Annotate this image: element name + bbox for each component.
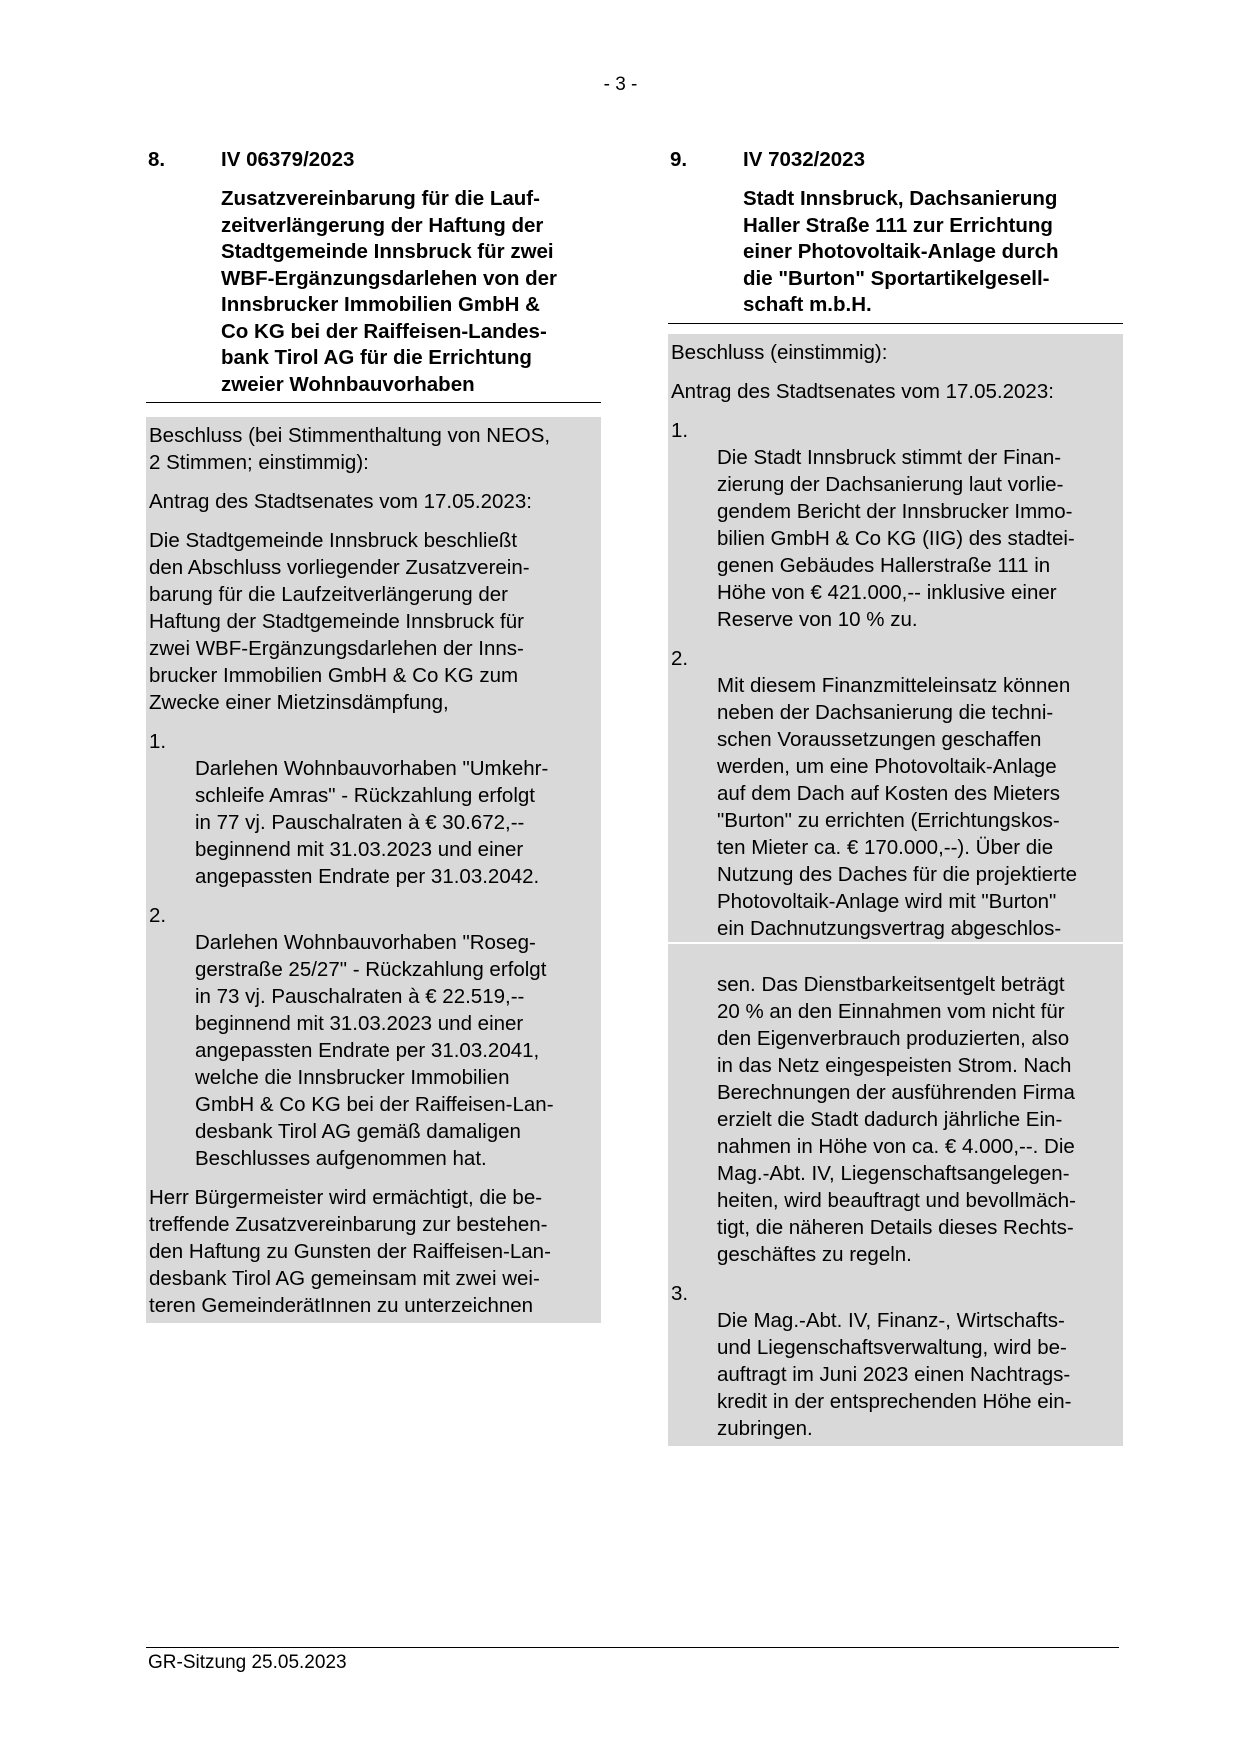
item-title: Zusatzvereinbarung für die Lauf- zeitverlängerung der Haftung der Stadtgemeinde Innsbruck für zwei WBF-Ergänzungsdarlehen von der Innsbrucker Immobilien GmbH & Co KG bei der Raiffeisen-Landes- bank Tirol AG für die Errichtung zweier Wohnbauvorhaben <box>221 187 557 396</box>
list-item <box>149 728 598 890</box>
decision-line: Beschluss (einstimmig): <box>671 340 888 364</box>
list-item <box>671 1280 1120 1442</box>
resolution-list <box>671 417 1120 942</box>
list-item-number: 1. <box>149 730 167 753</box>
loan-list <box>149 728 598 1172</box>
list-item-text: Darlehen Wohnbauvorhaben "Roseg- gerstraße 25/27" - Rückzahlung erfolgt in 73 vj. Pauschalraten à € 22.519,-- beginnend mit 31.03.2023 und einer angepassten Endrate per 31.03.2041, welche die Innsbrucker Immobilien GmbH & Co KG bei der Raiffeisen-Lan- desbank Tirol AG gemäß damaligen Beschlusses aufgenommen hat. <box>195 931 554 1170</box>
agenda-item-8 <box>146 146 601 1323</box>
list-item-number: 1. <box>671 418 689 442</box>
item-number: 9. <box>670 148 688 171</box>
item-number: 8. <box>148 148 166 171</box>
intro-paragraph: Die Stadtgemeinde Innsbruck beschließt den Abschluss vorliegender Zusatzverein- barung für die Laufzeitverlängerung der Haftung der Stadtgemeinde Innsbruck für zwei WBF-Ergänzungsdarlehen der Inns- brucker Immobilien GmbH & Co KG zum Zwecke einer Mietzinsdämpfung, <box>149 529 530 714</box>
footer-session-date: GR-Sitzung 25.05.2023 <box>148 1652 347 1673</box>
list-item-continued <box>671 944 1120 1268</box>
item-reference: IV 7032/2023 <box>743 148 865 171</box>
item-title: Stadt Innsbruck, Dachsanierung Haller Straße 111 zur Errichtung einer Photovoltaik-Anlage durch die "Burton" Sportartikelgesell- schaft m.b.H. <box>743 187 1059 316</box>
title-divider <box>668 323 1123 324</box>
list-item-text: Mit diesem Finanzmitteleinsatz können neben der Dachsanierung die techni- schen Voraussetzungen geschaffen werden, um eine Photovoltaik-Anlage auf dem Dach auf Kosten des Mieters "Burton" zu errichten (Errichtungskos- ten Mieter ca. € 170.000,--). Über die Nutzung des Daches für die projektierte Photovoltaik-Anlage wird mit "Burton" ein Dachnutzungsvertrag abgeschlos- <box>717 673 1078 940</box>
list-item-text: sen. Das Dienstbarkeitsentgelt beträgt 20 % an den Einnahmen vom nicht für den Eigenverbrauch produzierten, also in das Netz eingespeisten Strom. Nach Berechnungen der ausführenden Firma erzielt die Stadt dadurch jährliche Ein- nahmen in Höhe von ca. € 4.000,--. Die Mag.-Abt. IV, Liegenschaftsangelegen- heiten, wird beauftragt und bevollmäch- tigt, die näheren Details dieses Rechts- geschäftes zu regeln. <box>717 972 1076 1266</box>
resolution-list-continued <box>671 944 1120 1442</box>
page-number: - 3 - <box>603 74 638 95</box>
item-reference: IV 06379/2023 <box>221 148 355 171</box>
list-item-text: Darlehen Wohnbauvorhaben "Umkehr- schleife Amras" - Rückzahlung erfolgt in 77 vj. Pauschalraten à € 30.672,-- beginnend mit 31.03.2023 und einer angepassten Endrate per 31.03.2042. <box>195 757 549 888</box>
list-item-number: 2. <box>671 646 689 670</box>
list-item-text: Die Stadt Innsbruck stimmt der Finan- zierung der Dachsanierung laut vorlie- gendem Bericht der Innsbrucker Immo- bilien GmbH & Co KG (IIG) des stadtei- genen Gebäudes Hallerstraße 111 in Höhe von € 421.000,-- inklusive einer Reserve von 10 % zu. <box>717 445 1075 631</box>
list-item-text: Die Mag.-Abt. IV, Finanz-, Wirtschafts- und Liegenschaftsverwaltung, wird be- auftragt im Juni 2023 einen Nachtrags- kredit in der entsprechenden Höhe ein- zubringen. <box>717 1308 1072 1440</box>
list-item <box>671 417 1120 633</box>
footer-divider <box>146 1647 1119 1648</box>
agenda-item-9 <box>668 146 1123 1446</box>
item-header <box>146 146 601 186</box>
item-header <box>668 146 1123 186</box>
resolution-block <box>668 334 1123 1446</box>
list-item-number: 3. <box>671 1281 689 1305</box>
list-item <box>671 645 1120 942</box>
list-item-number: 2. <box>149 904 167 927</box>
closing-paragraph: Herr Bürgermeister wird ermächtigt, die be- treffende Zusatzvereinbarung zur bestehen- den Haftung zu Gunsten der Raiffeisen-Lan- desbank Tirol AG gemeinsam mit zwei wei- teren GemeinderätInnen zu unterzeichnen <box>149 1186 551 1317</box>
motion-line: Antrag des Stadtsenates vom 17.05.2023: <box>149 490 532 513</box>
motion-line: Antrag des Stadtsenates vom 17.05.2023: <box>671 379 1054 403</box>
decision-line: Beschluss (bei Stimmenthaltung von NEOS, 2 Stimmen; einstimmig): <box>149 424 551 474</box>
list-item <box>149 902 598 1172</box>
title-divider <box>146 402 601 403</box>
resolution-block <box>146 417 601 1323</box>
